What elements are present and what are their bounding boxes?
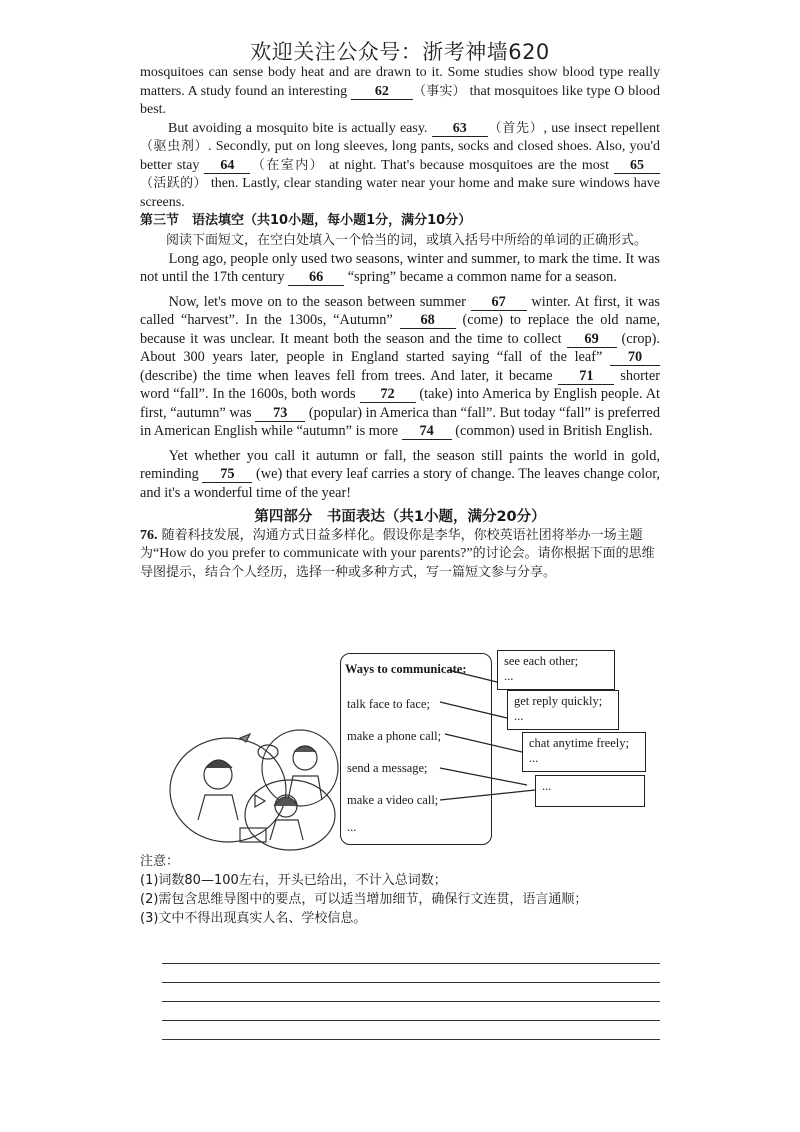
blank-63[interactable]: 63 xyxy=(432,121,488,137)
passage-1-para-2: But avoiding a mosquito bite is actually easy. 63 （首先）, use insect repellent（驱虫剂）. Secondly, put on long sleeves, long pants, socks and closed shoes. Also, you'd better stay 64 （在室内） at night. That's because mosquitoes are the most 65（活跃的） then. Lastly, clear standing water near your home and make sure windows have screens. xyxy=(140,120,661,210)
mindmap-box-face: see each other; ... xyxy=(497,650,615,690)
writing-notes xyxy=(140,852,660,928)
note-3: (3)文中不得出现真实人名、学校信息。 xyxy=(140,911,367,926)
blank-72[interactable]: 72 xyxy=(360,387,416,403)
mindmap-box-message: chat anytime freely; ... xyxy=(522,732,646,772)
mindmap-item-face: talk face to face; xyxy=(347,697,430,711)
notes-title: 注意： xyxy=(140,854,180,869)
mindmap-box-phone: get reply quickly; ... xyxy=(507,690,619,730)
mindmap-main-box xyxy=(340,653,492,845)
writing-line[interactable] xyxy=(162,963,660,964)
blank-66[interactable]: 66 xyxy=(288,270,344,286)
mindmap-box-video: ... xyxy=(535,775,645,807)
blank-73[interactable]: 73 xyxy=(255,406,305,422)
family-illustration-icon xyxy=(170,730,338,850)
blank-65[interactable]: 65 xyxy=(614,158,660,174)
writing-line[interactable] xyxy=(162,1001,660,1002)
blank-75[interactable]: 75 xyxy=(202,467,252,483)
passage-1-para-1: mosquitoes can sense body heat and are drawn to it. Some studies show blood type really matters. A study found an interesting 62 （事实） that mosquitoes like type O blood best. xyxy=(140,65,661,117)
section-3-instruction: 阅读下面短文，在空白处填入一个恰当的词，或填入括号中所给的单词的正确形式。 xyxy=(166,232,648,248)
mindmap-item-message: send a message; xyxy=(347,761,428,775)
question-76-prompt: 76. 随着科技发展，沟通方式日益多样化。假设你是李华，你校英语社团将举办一场主题为“How do you prefer to communicate with your parents?”的讨论会。请你根据下面的思维导图提示，结合个人经历，选择一种或多种方式，写一篇短文参与分享。 xyxy=(140,527,655,580)
note-2: (2)需包含思维导图中的要点，可以适当增加细节，确保行文连贯，语言通顺； xyxy=(140,892,588,907)
blank-64[interactable]: 64 xyxy=(204,158,250,174)
blank-68[interactable]: 68 xyxy=(400,313,456,329)
grammar-para-1: Long ago, people only used two seasons, winter and summer, to mark the time. It was not until the 17th century 66 “spring” became a common name for a season. xyxy=(140,250,660,285)
mindmap-item-phone: make a phone call; xyxy=(347,729,442,743)
grammar-para-2: Now, let's move on to the season between summer 67 winter. At first, it was called “harvest”. In the 1300s, “Autumn” 68 (come) to replace the old name, because it was unclear. It meant both the season and the time to collect 69 (crop). About 300 years later, people in England started saying “fall of the leaf” 70 (describe) the time when leaves fell from trees. And later, it became 71 shorter word “fall”. In the 1600s, both words 72 (take) into America by English people. At first, “autumn” was 73 (popular) in America than “fall”. But today “fall” is preferred in American English while “autumn” is more 74 (common) used in British English. xyxy=(140,293,661,439)
blank-70[interactable]: 70 xyxy=(610,350,660,366)
mindmap-item-more: ... xyxy=(347,820,357,834)
mindmap-title: Ways to communicate: xyxy=(345,662,467,676)
writing-line[interactable] xyxy=(162,982,660,983)
writing-line[interactable] xyxy=(162,1039,660,1040)
mindmap-item-video: make a video call; xyxy=(347,793,439,807)
blank-69[interactable]: 69 xyxy=(567,332,617,348)
writing-line[interactable] xyxy=(162,1020,660,1021)
blank-62[interactable]: 62 xyxy=(351,84,413,100)
blank-71[interactable]: 71 xyxy=(558,369,614,385)
part-4-title: 第四部分 书面表达（共1小题，满分20分） xyxy=(254,509,546,525)
note-1: (1)词数80—100左右，开头已给出，不计入总词数； xyxy=(140,873,447,888)
grammar-para-3: Yet whether you call it autumn or fall, the season still paints the world in gold, reminding 75 (we) that every leaf carries a story of change. The leaves change color, and it's a wonderful time of the year! xyxy=(140,447,661,501)
blank-74[interactable]: 74 xyxy=(402,424,452,440)
page-header: 欢迎关注公众号：浙考神墙620 xyxy=(250,40,550,64)
blank-67[interactable]: 67 xyxy=(471,295,527,311)
section-3-title: 第三节 语法填空（共10小题，每小题1分，满分10分） xyxy=(140,213,472,228)
